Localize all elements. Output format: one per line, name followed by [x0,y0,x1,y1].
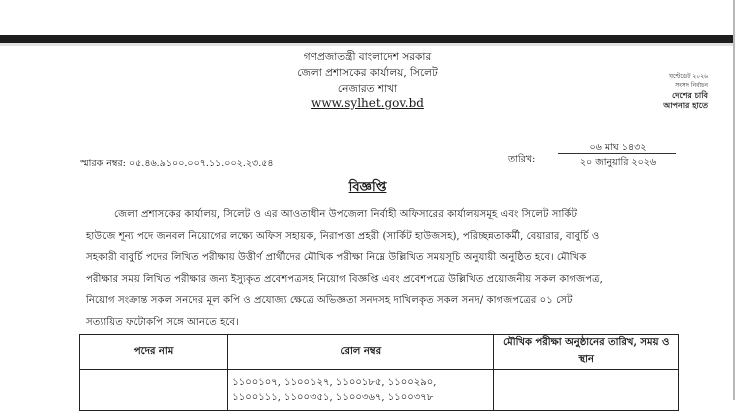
date-divider [558,153,676,154]
notice-line: সত্যায়িত ফটোকপি সঙ্গে আনতে হবে। [86,316,239,328]
notice-line: হাউজে শূন্য পদে জনবল নিয়োগের লক্ষ্যে অফিস সহায়ক, নিরাপত্তা প্রহরী (সার্কিট হাউজসহ), পরিচ্ছন্নতাকর্মী, বেয়ারার, বাবুর্চি ও [86,230,600,242]
date-label: তারিখ: [508,154,536,165]
government-name: গণপ্রজাতন্ত্রী বাংলাদেশ সরকার [303,51,432,63]
section-name: নেজারত শাখা [337,83,398,95]
election-logo [646,72,708,110]
date-bangla: ০৬ মাঘ ১৪৩২ [589,142,647,153]
logo-line-4: আপনার হাতে [663,100,708,110]
logo-line-2: সংসদ নির্বাচন [675,82,708,89]
roll-line: ১১০০১১১, ১১০০৩৫১, ১১০০৩৬৭, ১১০০৩৭৮ [232,392,434,403]
cell-post [80,370,228,411]
notice-line: সহকারী বাবুর্চি পদের লিখিত পরীক্ষায় উত্তীর্ণ প্রার্থীদের মৌখিক পরীক্ষা নিম্নে উল্লিখিত সময়সূচি অনুযায়ী অনুষ্ঠিত হবে। মৌখিক [86,252,587,263]
memo-number: স্মারক নম্বর: ০৫.৪৬.৯১০০.০০৭.১১.০০২.২৩.৫৪ [80,158,274,169]
table-header-row [80,335,679,370]
top-border-line [0,35,735,43]
notice-line: নিয়োগ সংক্রান্ত সকল সনদের মূল কপি ও প্রযোজ্য ক্ষেত্রে অভিজ্ঞতা সনদসহ দাখিলকৃত সকল সনদ/ কাগজপত্রের ০১ সেট [86,295,573,306]
header-roll: রোল নম্বর [228,335,494,370]
office-name: জেলা প্রশাসকের কার্যালয়, সিলেট [297,67,438,79]
notice-line: জেলা প্রশাসকের কার্যালয়, সিলেট ও এর আওতাধীন উপজেলা নির্বাহী অফিসারের কার্যালয়সমূহ এবং সিলেট সার্কিট [114,209,578,220]
cell-schedule [494,370,679,411]
header-schedule: মৌখিক পরীক্ষা অনুষ্ঠানের তারিখ, সময় ও স্থান [494,335,679,370]
roll-table [79,334,679,411]
notice-line: পরীক্ষার সময় লিখিত পরীক্ষার জন্য ইস্যুকৃত প্রবেশপত্রসহ নিয়োগ বিজ্ঞপ্তি এবং প্রবেশপত্রে উল্লিখিত প্রয়োজনীয় সকল কাগজপত্র, [86,273,603,285]
notice-body [86,204,684,333]
cell-rolls [228,370,494,411]
logo-line-3: দেশের চাবি [672,90,708,100]
scan-shadow-band [0,43,735,46]
roll-line: ১১০০১০৭, ১১০০১২৭, ১১০০১৮৫, ১১০০২৯০, [232,377,437,388]
notice-title: বিজ্ঞপ্তি [348,180,387,195]
website-link[interactable]: www.sylhet.gov.bd [311,96,424,110]
date-english: ২০ জানুয়ারি ২০২৬ [579,157,657,168]
header-post: পদের নাম [80,335,228,370]
logo-line-1: ঘণ্টেডেট ২০২৬ [669,73,708,80]
table-row [80,370,679,411]
